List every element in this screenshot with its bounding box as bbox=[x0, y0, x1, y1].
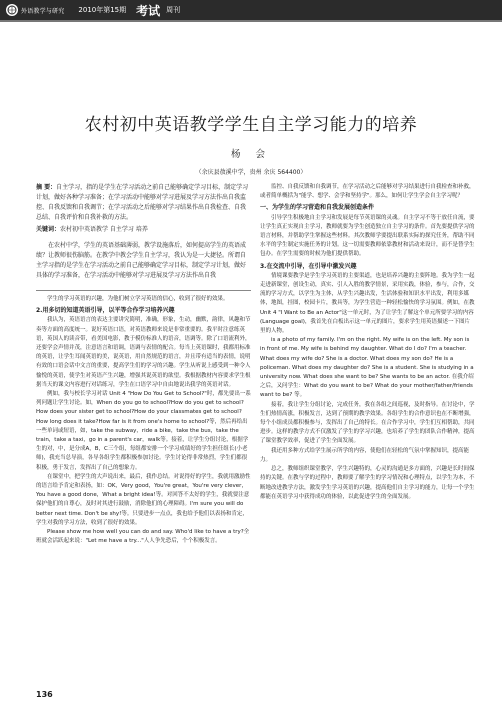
keywords-text: 农村初中英语教学 自主学习 培养 bbox=[60, 226, 148, 233]
section-heading: 3.在交流中引导，在引导中激发兴趣 bbox=[260, 262, 357, 270]
paragraph: 例如，我与校长学习对话 Unit 4 "How Do You Get to School?"时，都先要出一系列问题让学生讨论。如，When do you go to school?How do you get to school?How does your sister get to school?How do your classmates get to school?How long does it take?How far is it from one's home to school?等，然后再给出一些单词或短语，如，take the subway，ride a bike，take the bus，take the train，take a taxi，go in a parent's car，walk等。接着，让学生分组讨论，根据学生的对，中，是分成A，B，C三个组，每组都安排一个学习成绩好的学生担任组长(小老师)，我充当总导演，各导各组学生都积极参加讨论。学生讨论得非常热烈，学生们都很积极，勇于发言，发挥出了自己的想象力。 bbox=[36, 391, 251, 471]
weekly-label: 周刊 bbox=[166, 6, 181, 14]
paragraph: Please show me how well you can do and say. Who'd like to have a try?全班就会活跃起来说："Let me have a try..."人人争先恐后，个个积极发言。 bbox=[36, 529, 250, 545]
keywords-label: 关键词： bbox=[36, 226, 61, 233]
article-author: 杨 会 bbox=[230, 149, 272, 160]
column-name: 考试 bbox=[136, 3, 161, 18]
header-rule bbox=[0, 20, 502, 22]
paragraph: 引导学生积极地自主学习和发展是每节英语课的灵魂。自主学习不等于放任自流，要让学生真正实现自主学习，教师就要为学生创造独立自主学习的条件。首先要提供学习的语言材料，并帮助学生掌握这些材料。其次教师学要提出联系实际的探究任务，帮助不同水平的学生制定实施任务的计划。这一切需要教师依靠教材和活动来设计，而不是替学生包办。在学生需要的时候为他们提供帮助。 bbox=[260, 214, 475, 258]
left-column bbox=[36, 295, 251, 546]
article-affiliation: （余庆县敖溪中学，贵州 余庆 564400） bbox=[195, 169, 307, 176]
keywords-line bbox=[36, 225, 251, 235]
section-divider bbox=[36, 290, 251, 291]
journal-logo bbox=[6, 4, 64, 16]
paragraph: 我还用多种方式给学生展示所学的内容，使他们在轻松的气氛中掌握知识，提高能力。 bbox=[260, 447, 470, 463]
page-number: 136 bbox=[36, 690, 53, 699]
abstract-block bbox=[36, 183, 251, 235]
paragraph: 情境课要教学是学生学习英语的主要渠道，也是培养兴趣的主要阵地。我为学生一起走进新课堂，创设生动，真实、引人入胜的教学情景，采用实践，体验，参与，合作，交流的学习方式，以学生为主体，从学生兴趣出发，生活体验和知识水平出发，利用多媒体，地图，挂图，校园卡片，教具等，为学生营造一种轻松愉快的学习氛围。例如，在教Unit 4 "I Want to Be an Actor"这一单元时，为了让学生了解这个单元所要学习的内容(Language goal)，我首先在白板出示这一单元的图片，要求学生用英语描述一下图片里的人物。 bbox=[260, 272, 475, 335]
section-heading: 2.用多切的知道英语引导，以平等合作学习培养兴趣 bbox=[36, 307, 175, 315]
globe-icon bbox=[6, 4, 18, 16]
article-title: 农村初中英语教学学生自主学习能力的培养 bbox=[84, 115, 418, 135]
abstract-text: 自主学习，指的是学生在学习活动之前自己能够确定学习目标，制定学习计划，做好各种学习准备；在学习活动中能够对学习进展及学习方法作出自我监控、自我反馈和自我调节；在学习活动之后能够对学习结果作出自我检查、自我总结、自我评价和自我补救的方法。 bbox=[36, 184, 249, 221]
paragraph: 我认为，英语语言的表达主要讲究简明，准确，形象，生动，幽默，韵律，风趣和节奏等方面的高度统一。说好英语口语，对英语教师来说是非常重要的。我平时注意练英语，英国人的读音带，看美国电影，教于模仿标准人的语音，语调等。除了口语流利外，还要学会声情并茂，注意语言和语调，语调与表情的配合。每当上英语课时，我都用标准的英语，让学生耳闻英语的美，说英语，用自然规范的语言，并且带有适当的表情，说明有效的口语会话中文言的重要，提高学生们的学习的兴趣。学生从听说上感受到一种令人愉悦的英语，使学生对英语产生兴趣，增强其说英语的欲望。我根据教材内容要求学生根据当天的课文内容进行对话练习，学生在口语学习中自由地说出我学的英语对话。 bbox=[36, 317, 251, 388]
intro-paragraph: 在农村中学，学生的英语基础薄弱，教学设施落后，如何提高学生的英语成绩？让教师很伤脑筋。在教学中教会学生自主学习，我认为是一大捷径。所谓自主学习指的是学生在学习活动之前自己能够确定学习目标，制定学习计划，做好具体的学习准备，在学习活动中能够对学习进展及学习方法作出自我 bbox=[36, 242, 247, 279]
paragraph: 学生的学习英语的兴趣，为他们树立学习英语的信心，收到了很好的效果。 bbox=[47, 296, 229, 302]
abstract-label: 摘 要： bbox=[36, 184, 57, 191]
paragraph: 总之，教师组织课堂教学，学生兴趣特的，心灵的沟通是多方面的，兴趣是长时间保持的关键。在教与学的过程中，教师要了解学生的学习情况和心理特点，以学生为本，不断地改进教学方法，激发学生学习英语的兴趣，提高他们自主学习的能力，让每一个学生都能在英语学习中获得成功的体验，以此促进学生的全面发展。 bbox=[260, 466, 475, 500]
logo-text: 外语教学与研究 bbox=[21, 7, 65, 15]
paragraph: 接着，我让学生分组讨论，完成任务，我在各组之间巡视，及时指导。在讨论中，学生们热情高涨，积极发言，达到了预期的教学效果。各组学生的合作意识也在不断增强，每个小组成员都积极参与，发挥出了自己的特长。在合作学习中，学生们互相帮助，共同进步。这样的教学方式不仅激发了学生的学习兴趣，也培养了学生的团队合作精神，提高了课堂教学效率，促进了学生全面发展。 bbox=[260, 401, 475, 445]
right-column bbox=[260, 183, 475, 502]
page-header bbox=[0, 0, 502, 20]
paragraph: 在课堂中，把学生的大声说出来，最后，我作总结。对说得好的学生，我就用激励性的语言给予肯定和表扬，如：OK，Very good，You're great，You're very clever，You have a good done，What a bright idea!等。对回答不太好的学生，我就要注意保护他们的自尊心，及时对其进行鼓励，消除他们的心理障碍。I'm sure you will do better next time. Don't be shy!等。只要进步一点点，我也给予他们以表扬和肯定，学生对我的学习方法，收到了很好的效果。 bbox=[36, 473, 251, 526]
section-heading: 一、为学生的学习营造和自我发展创造条件 bbox=[260, 204, 375, 212]
paragraph: is a photo of my family. I'm on the right. My wife is on the left. My son is in front of me. My wife is behind my daughter. What do I do? I'm a teacher. What does my wife do? She is a doctor. What does my son do? He is a policeman. What does my daughter do? She is a student. She is studying in a university now. What does she want to be? She wants to be an actor. 在我介绍之后，又问学生：What do you want to be? What do your mother/father/friends want to be? 等。 bbox=[260, 337, 474, 399]
paragraph: 监控、自我反馈和自我调节，在学习活动之后能够对学习结果进行自我检查和补救，或者简单概括为"能学、想学、会学和坚持学"。那么，如何让学生学会自主学习呢？ bbox=[260, 184, 475, 200]
issue-label: 2010年第15期 bbox=[78, 6, 127, 14]
